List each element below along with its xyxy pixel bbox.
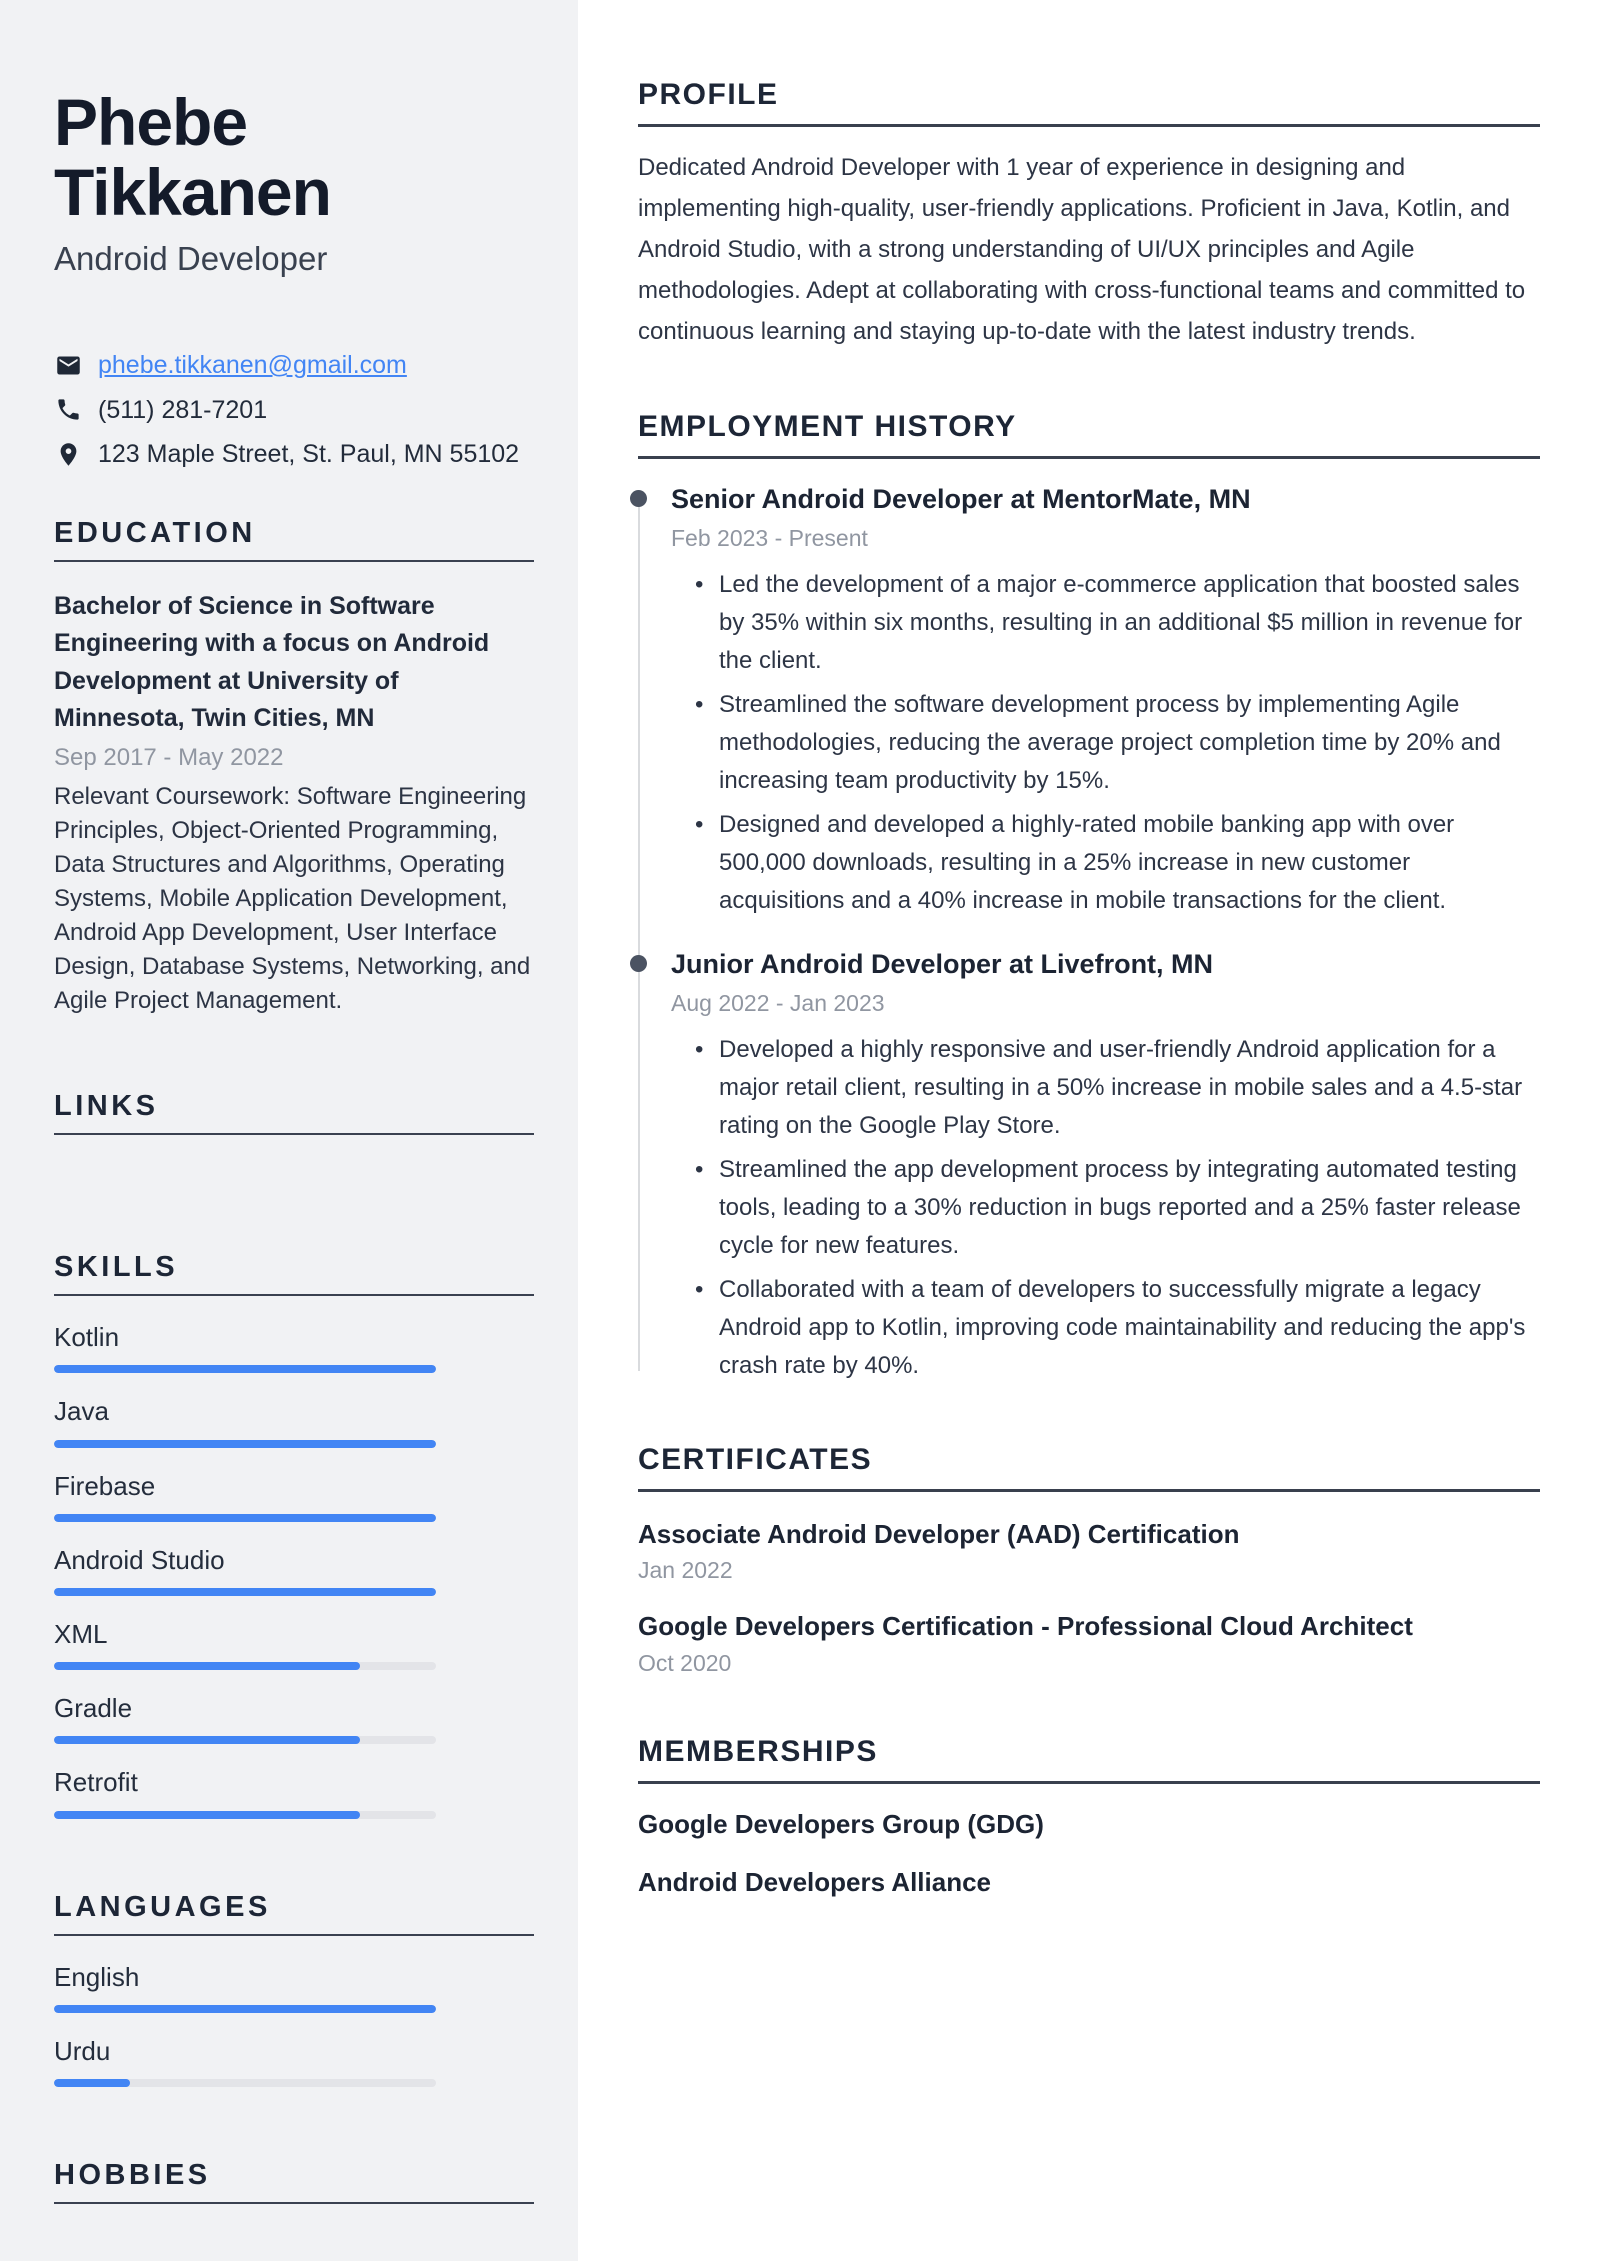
certificate-entry xyxy=(638,1518,1540,1585)
skill-label: Gradle xyxy=(54,1693,133,1724)
bullet-item: • Streamlined the software development process by implementing Agile methodologies, reducing the average project completion time by 20% and increasing team productivity by 15%. xyxy=(693,686,1540,800)
timeline-dot xyxy=(630,490,647,507)
skill-bar-fill xyxy=(54,1588,436,1596)
memberships-heading: MEMBERSHIPS xyxy=(638,1735,1540,1784)
skill-bar-track xyxy=(54,1440,436,1448)
skill-label: Java xyxy=(54,1396,109,1427)
skills-list xyxy=(54,1322,534,1818)
languages-list xyxy=(54,1962,534,2087)
skill-item xyxy=(54,2036,534,2087)
job-bullets xyxy=(693,1031,1540,1385)
profile-section xyxy=(638,78,1540,352)
skill-bar-fill xyxy=(54,1736,360,1744)
links-list xyxy=(54,1161,534,1179)
job-entry xyxy=(671,483,1540,920)
skill-bar-fill xyxy=(54,2079,130,2087)
certificates-section xyxy=(638,1443,1540,1678)
certificates-list xyxy=(638,1518,1540,1678)
job-entry xyxy=(671,948,1540,1385)
contact-label: 123 Maple Street, St. Paul, MN 55102 xyxy=(98,440,520,469)
skill-label: English xyxy=(54,1961,140,1992)
sidebar-content xyxy=(0,0,578,2204)
membership-title: Android Developers Alliance xyxy=(638,1866,992,1897)
contact-row xyxy=(54,438,534,471)
employment-section xyxy=(638,410,1540,1385)
address-icon xyxy=(54,440,82,468)
contact-label: (511) 281-7201 xyxy=(98,395,268,424)
education-heading: EDUCATION xyxy=(54,517,534,562)
bullet-item: • Developed a highly responsive and user-friendly Android application for a major retail client, resulting in a 50% increase in mobile sales and a 4.5-star rating on the Google Play Store. xyxy=(693,1031,1540,1145)
bullet-item: • Collaborated with a team of developers to successfully migrate a legacy Android app to Kotlin, improving code maintainability and reducing the app's crash rate by 40%. xyxy=(693,1271,1540,1385)
contact-row xyxy=(54,349,534,382)
main-column xyxy=(578,0,1600,2261)
links-heading: LINKS xyxy=(54,1090,534,1135)
memberships-list xyxy=(638,1808,1540,1900)
skill-bar-fill xyxy=(54,1440,436,1448)
skill-bar-track xyxy=(54,1811,436,1819)
email-icon xyxy=(54,351,82,379)
timeline-dot xyxy=(630,955,647,972)
languages-heading: LANGUAGES xyxy=(54,1891,534,1936)
skill-label: XML xyxy=(54,1618,108,1649)
job-title: Senior Android Developer at MentorMate, MN xyxy=(671,484,1251,514)
languages-section xyxy=(54,1891,534,2087)
employment-timeline xyxy=(638,483,1540,1385)
skill-bar-track xyxy=(54,1736,436,1744)
skill-bar-fill xyxy=(54,1514,436,1522)
skill-label: Android Studio xyxy=(54,1544,225,1575)
profile-text: Dedicated Android Developer with 1 year of experience in designing and implementing high-quality, user-friendly applications. Proficient in Java, Kotlin, and Android Studio, with a strong understanding of UI/UX principles and Agile methodologies. Adept at collaborating with cross-functional teams and committed to continuous learning and staying up-to-date with the latest industry trends. xyxy=(638,154,1526,345)
employment-heading: EMPLOYMENT HISTORY xyxy=(638,410,1540,459)
skill-bar-track xyxy=(54,1365,436,1373)
skill-item xyxy=(54,1322,534,1373)
skill-item xyxy=(54,1471,534,1522)
skill-bar-track xyxy=(54,1588,436,1596)
skill-item xyxy=(54,1619,534,1670)
skill-bar-fill xyxy=(54,1811,360,1819)
job-dates: Feb 2023 - Present xyxy=(671,524,868,551)
certificate-date: Jan 2022 xyxy=(638,1557,733,1584)
skill-bar-fill xyxy=(54,2005,436,2013)
candidate-name: Phebe Tikkanen xyxy=(54,85,331,229)
skill-item xyxy=(54,1396,534,1447)
job-title: Junior Android Developer at Livefront, MN xyxy=(671,948,1214,979)
membership-title: Google Developers Group (GDG) xyxy=(638,1809,1044,1840)
contact-block xyxy=(54,349,534,471)
sidebar xyxy=(0,0,578,2261)
education-description: Relevant Coursework: Software Engineering Principles, Object-Oriented Programming, Data Structures and Algorithms, Operating Systems, Mobile Application Development, Android App Development, User Interface Design, Database Systems, Networking, and Agile Project Management. xyxy=(54,782,531,1015)
skill-bar-fill xyxy=(54,1365,436,1373)
skill-bar-track xyxy=(54,2079,436,2087)
certificate-title: Associate Android Developer (AAD) Certification xyxy=(638,1518,1240,1549)
skill-label: Kotlin xyxy=(54,1322,120,1353)
hobbies-heading: HOBBIES xyxy=(54,2159,534,2204)
email-link[interactable]: phebe.tikkanen@gmail.com xyxy=(98,351,407,380)
membership-entry xyxy=(638,1866,1540,1900)
education-dates: Sep 2017 - May 2022 xyxy=(54,743,284,771)
job-title-row xyxy=(671,948,1540,982)
hobbies-section xyxy=(54,2159,534,2204)
skills-section xyxy=(54,1251,534,1818)
bullet-item: • Led the development of a major e-commerce application that boosted sales by 35% within six months, resulting in an additional $5 million in revenue for the client. xyxy=(693,566,1540,680)
education-degree: Bachelor of Science in Software Engineering with a focus on Android Development at University of Minnesota, Twin Cities, MN xyxy=(54,591,490,733)
certificates-heading: CERTIFICATES xyxy=(638,1443,1540,1492)
job-bullets xyxy=(693,566,1540,920)
skill-label: Firebase xyxy=(54,1470,156,1501)
skill-bar-track xyxy=(54,1514,436,1522)
profile-heading: PROFILE xyxy=(638,78,1540,127)
skill-label: Urdu xyxy=(54,2035,111,2066)
certificate-date: Oct 2020 xyxy=(638,1650,732,1677)
skill-bar-track xyxy=(54,2005,436,2013)
skill-bar-track xyxy=(54,1662,436,1670)
membership-entry xyxy=(638,1808,1540,1842)
contact-row xyxy=(54,394,534,427)
skills-heading: SKILLS xyxy=(54,1251,534,1296)
memberships-section xyxy=(638,1735,1540,1900)
skill-bar-fill xyxy=(54,1662,360,1670)
certificate-title: Google Developers Certification - Professional Cloud Architect xyxy=(638,1611,1413,1642)
skill-item xyxy=(54,1962,534,2013)
certificate-entry xyxy=(638,1610,1540,1677)
job-title-row xyxy=(671,483,1540,517)
skill-item xyxy=(54,1693,534,1744)
education-section xyxy=(54,517,534,1019)
skill-item xyxy=(54,1767,534,1818)
skill-item xyxy=(54,1545,534,1596)
skill-label: Retrofit xyxy=(54,1767,138,1798)
bullet-item: • Designed and developed a highly-rated mobile banking app with over 500,000 downloads, resulting in a 25% increase in new customer acquisitions and a 40% increase in mobile transactions for the client. xyxy=(693,806,1540,920)
bullet-item: • Streamlined the app development process by integrating automated testing tools, leading to a 30% reduction in bugs reported and a 25% faster release cycle for new features. xyxy=(693,1151,1540,1265)
candidate-job-title: Android Developer xyxy=(54,239,328,277)
links-section xyxy=(54,1090,534,1179)
phone-icon xyxy=(54,396,82,424)
job-dates: Aug 2022 - Jan 2023 xyxy=(671,989,885,1016)
